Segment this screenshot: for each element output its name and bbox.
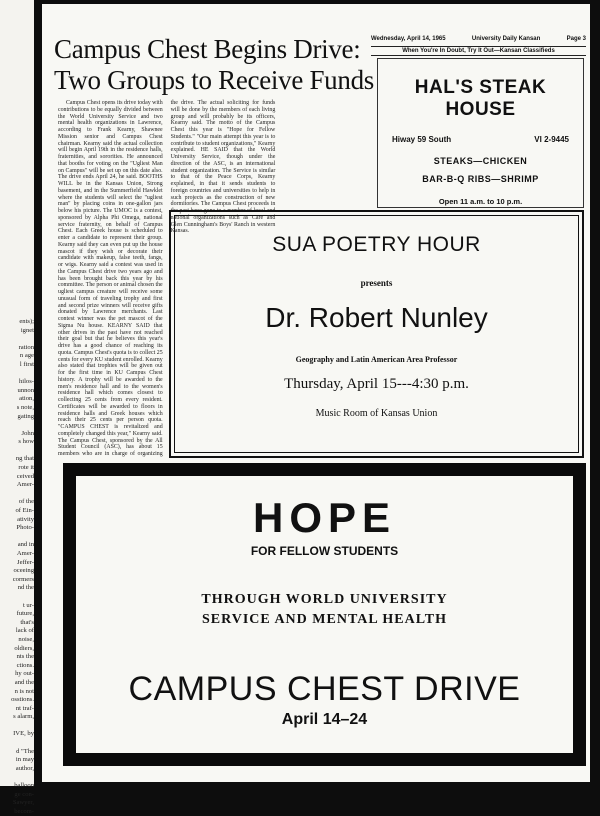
previous-page-fragment: s alarm, xyxy=(13,713,34,721)
previous-page-fragment: and the xyxy=(14,678,34,686)
previous-page-fragment xyxy=(0,180,34,189)
previous-page-fragment: balloon xyxy=(14,782,34,790)
hope-purpose-line-1: THROUGH WORLD UNIVERSITY xyxy=(201,592,448,607)
previous-page-fragment: oceeing xyxy=(13,567,34,575)
previous-page-fragment xyxy=(0,103,34,112)
poetry-ad-datetime: Thursday, April 15---4:30 p.m. xyxy=(284,376,469,392)
previous-page-fragment: Sawyer, xyxy=(12,799,34,807)
previous-page-fragment xyxy=(0,155,34,164)
previous-page-fragment xyxy=(0,593,34,602)
poetry-ad-position: Geography and Latin American Area Professor xyxy=(295,355,458,364)
previous-page-fragment xyxy=(0,146,34,155)
previous-page-fragment: ration xyxy=(18,343,34,351)
headline-line-1: Campus Chest Begins Drive: xyxy=(54,34,361,64)
previous-page-fragment xyxy=(0,335,34,344)
previous-page-fragment: osstions. xyxy=(11,696,34,704)
previous-page-fragment: lack of xyxy=(15,627,34,635)
headline-line-2: Two Groups to Receive Funds xyxy=(54,65,374,95)
poetry-ad-title: SUA POETRY HOUR xyxy=(272,233,481,256)
previous-page-fragment: author, xyxy=(15,764,34,772)
poetry-hour-ad xyxy=(169,210,584,458)
hope-purpose xyxy=(76,590,573,630)
previous-page-fragment xyxy=(0,34,34,43)
previous-page-fragment xyxy=(0,95,34,104)
previous-page-fragment xyxy=(0,241,34,250)
previous-page-fragment xyxy=(0,258,34,267)
previous-page-fragment: d "The xyxy=(16,747,34,755)
previous-page-fragment xyxy=(0,60,34,69)
page-masthead xyxy=(371,36,586,42)
previous-page-fragment: ativity xyxy=(17,515,34,523)
previous-page-fragment xyxy=(0,206,34,215)
previous-page-fragment: oldiers, xyxy=(14,644,34,652)
previous-page-fragment: noise, xyxy=(18,635,34,643)
story-headline xyxy=(54,34,382,96)
previous-page-fragment xyxy=(0,52,34,61)
previous-page-fragment xyxy=(0,275,34,284)
previous-page-fragment: Jeffer- xyxy=(17,558,34,566)
previous-page-fragment xyxy=(0,722,34,731)
previous-page-fragment: nd the xyxy=(17,584,34,592)
previous-page-fragment: becom- xyxy=(14,807,34,815)
previous-page-fragment: n is not xyxy=(14,687,34,695)
ad-address: Hiway 59 South xyxy=(392,135,452,144)
previous-page-fragment xyxy=(0,490,34,499)
previous-page-fragment: s note, xyxy=(16,403,34,411)
previous-page-fragment: Amer- xyxy=(16,550,34,557)
previous-page-fragment xyxy=(0,129,34,138)
previous-page-fragment xyxy=(0,301,34,310)
previous-page-fragment xyxy=(0,17,34,26)
previous-page-fragment xyxy=(0,120,34,129)
previous-page-fragment xyxy=(0,773,34,782)
story-text: Campus Chest opens its drive today with contributions to be equally divided between the World University Service and two mental health organizations in Lawrence, according to Frank Kearny, Shawnee Mission senior and Campus Chest chairman. Kearny said the actual collection will begin April 19th in the residence halls, fraternities, and sororities. He announced that booths for voting on the "Ugliest Man on Campus" will be set up on this date also. The drive ends April 24, he said. BOOTHS WILL be in the Kansas Union, Strong basement, and in the Summerfield Hawklet where the students will select the "ugliest man" by placing coins in one-gallon jars below his picture. The UMOC is a contest, sponsored by Alpha Phi Omega, national service fraternity, on behalf of Campus Chest. Each Greek house is scheduled to enter a candidate to represent their group. Kearny said they can even put up the house mascot if they wish or decorate their candidate with makeup, false teeth, fangs, or wigs. Kearny said a contest was used in the Campus Chest drive two years ago and has been brought back this year by his committee. The person or animal chosen the ugliest campus creature will receive some unusual form of traveling trophy and first and second prize winners will receive gifts donated by Lawrence merchants. Last contest winner was the pet mascot of the Sigma Nu house. KEARNY SAID that other drives in the past have not reached their goal but that he believes this year's drive has a good chance of reaching its quota. Campus Chest's quota is to collect 25 cents for every KU student enrolled. Kearny also stated that trophies will be given out for the first time in KU Campus Chest history. A trophy will be awarded to the men's residence hall and to the women's residence hall which comes closest to collecting 25 cents from every resident. Certificates will be awarded to floors in residence halls and Greek houses which reach their 25 cents per person quota. "CAMPUS CHEST is revitalized and completely changed this year," Kearny said. The Campus Chest, sponsored by the All Student Council (ASC), has about 15 members who are in charge of organizing the drive. The actual soliciting for funds will be done by the members of each living group and will probably be its officers, Kearny said. The motto of the Campus Chest this year is "Hope for Fellow Students." "Our main attempt this year is to contribute to student organizations," Kearny explained. HE SAID that the World University Service, though under the direction of the ASC, is an international student organization. The Service is similar to that of the Peace Corps, Kearny explained, in that it sends students to foreign countries and universities to help in such projects as the construction of new dormitories. The Campus Chest proceeds in the past have gone to a number of local and national organizations such as Care and Glen Cunningham's Boys' Ranch in western Kansas. xyxy=(58,100,276,457)
poetry-ad-inner-frame xyxy=(174,215,579,453)
poetry-ad-presents: presents xyxy=(360,278,393,288)
ad-phone: VI 2-9445 xyxy=(534,135,569,144)
classifieds-slogan: When You're In Doubt, Try It Out—Kansan Classifieds xyxy=(371,46,586,56)
previous-page-fragment: ge con- xyxy=(14,790,34,798)
previous-page-fragment xyxy=(0,533,34,542)
previous-page-fragment xyxy=(0,370,34,379)
previous-page-fragment: hy out- xyxy=(15,670,34,678)
previous-page-fragment xyxy=(0,249,34,258)
previous-page-fragment xyxy=(0,292,34,301)
previous-page-fragment: ctions. xyxy=(16,661,34,669)
previous-page-fragment: l first xyxy=(19,360,34,368)
hope-subtitle: FOR FELLOW STUDENTS xyxy=(250,544,399,558)
previous-page-fragment xyxy=(0,739,34,748)
previous-page-fragment: in may xyxy=(15,756,34,764)
previous-page-fragment xyxy=(0,232,34,241)
previous-page-fragment xyxy=(0,309,34,318)
previous-page-fragment xyxy=(0,215,34,224)
previous-page-fragment: IVE, by xyxy=(13,730,34,738)
previous-page-fragment: and in xyxy=(17,541,34,549)
previous-page-fragment: unnon xyxy=(17,386,34,394)
previous-page-fragment: cormers xyxy=(12,575,34,583)
previous-page-fragment: rote it xyxy=(18,464,34,472)
ad-hours: Open 11 a.m. to 10 p.m. xyxy=(438,197,523,206)
campus-chest-ad xyxy=(63,463,586,766)
previous-page-fragment: that's xyxy=(20,618,34,626)
previous-page-fragment xyxy=(0,447,34,456)
previous-page-fragment: John xyxy=(21,429,34,437)
campus-chest-drive-title: CAMPUS CHEST DRIVE xyxy=(128,670,521,708)
previous-page-fragment xyxy=(0,9,34,18)
previous-page-fragment: ignet xyxy=(20,326,34,334)
previous-page-fragment xyxy=(0,421,34,430)
previous-page-fragment xyxy=(0,198,34,207)
previous-page-fragment: Photo- xyxy=(16,524,34,532)
previous-page-fragment xyxy=(0,284,34,293)
previous-page-fragment xyxy=(0,163,34,172)
previous-page-fragment: of the xyxy=(18,498,34,506)
previous-page-fragment xyxy=(0,266,34,275)
previous-page-fragment: future, xyxy=(16,610,34,618)
campus-chest-ad-panel xyxy=(76,476,573,753)
campus-chest-drive-dates: April 14–24 xyxy=(281,711,368,728)
previous-page-fragment xyxy=(0,172,34,181)
hope-purpose-line-2: SERVICE AND MENTAL HEALTH xyxy=(201,612,448,627)
issue-date: Wednesday, April 14, 1965 xyxy=(371,36,446,42)
poetry-ad-place: Music Room of Kansas Union xyxy=(315,408,438,419)
hals-steak-house-ad xyxy=(377,58,584,208)
newspaper-page xyxy=(42,4,590,782)
ad-menu-line-2: BAR-B-Q RIBS—SHRIMP xyxy=(422,174,539,184)
previous-page-fragment: nt traf- xyxy=(15,704,34,712)
previous-page-fragment xyxy=(0,112,34,121)
previous-page-fragment: ents); xyxy=(19,317,34,325)
previous-page-fragment: n age xyxy=(19,352,34,360)
newspaper-name: University Daily Kansan xyxy=(471,36,541,42)
previous-page-fragment xyxy=(0,0,34,9)
previous-page-text-fragments xyxy=(0,0,34,816)
previous-page-fragment: hilos- xyxy=(18,378,34,386)
previous-page-fragment: ng that xyxy=(15,455,34,463)
poetry-ad-speaker: Dr. Robert Nunley xyxy=(265,302,488,333)
previous-page-fragment: t ur- xyxy=(22,601,34,609)
previous-page-fragment xyxy=(0,223,34,232)
previous-page-fragment xyxy=(0,69,34,78)
previous-page-fragment: of Ein- xyxy=(15,507,34,515)
previous-page-fragment xyxy=(0,77,34,86)
page-number: Page 3 xyxy=(566,36,586,42)
previous-page-fragment xyxy=(0,189,34,198)
previous-page-edge xyxy=(0,0,34,815)
previous-page-fragment: gating xyxy=(17,412,34,420)
previous-page-fragment xyxy=(0,43,34,52)
ad-business-name: HAL'S STEAK HOUSE xyxy=(414,77,547,120)
previous-page-fragment xyxy=(0,138,34,147)
ad-contact-row xyxy=(378,135,583,144)
previous-page-fragment: s how xyxy=(18,438,34,446)
previous-page-fragment: Amer- xyxy=(16,481,34,489)
previous-page-fragment: nts the xyxy=(16,653,34,661)
previous-page-fragment: ation, xyxy=(19,395,34,403)
previous-page-fragment xyxy=(0,26,34,35)
ad-menu-line-1: STEAKS—CHICKEN xyxy=(433,156,528,166)
previous-page-fragment: ceived xyxy=(16,472,34,480)
hope-title: HOPE xyxy=(252,494,397,541)
previous-page-fragment xyxy=(0,86,34,95)
